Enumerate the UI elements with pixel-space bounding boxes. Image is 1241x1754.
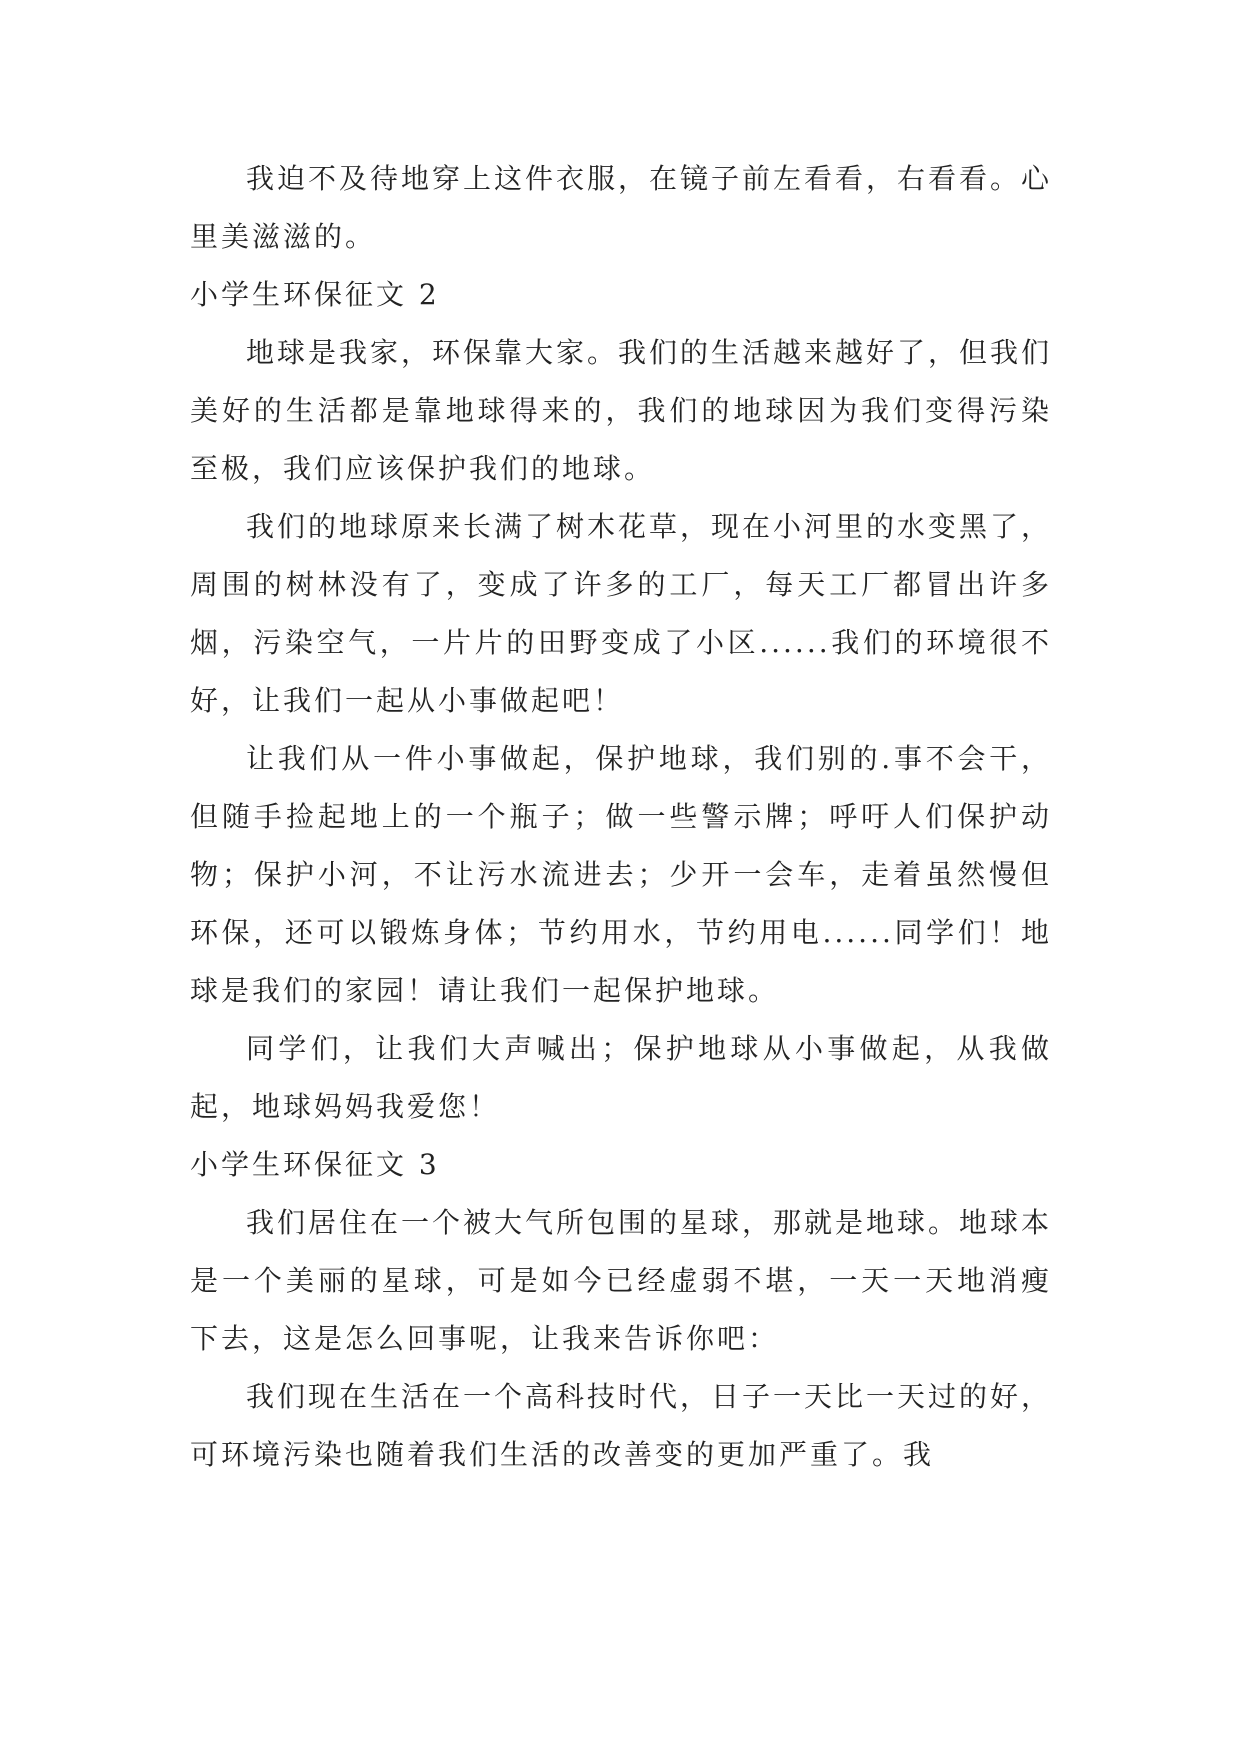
paragraph: 我迫不及待地穿上这件衣服，在镜子前左看看，右看看。心里美滋滋的。 <box>190 162 1053 253</box>
paragraph: 让我们从一件小事做起，保护地球，我们别的.事不会干，但随手捡起地上的一个瓶子；做一些警示牌；呼吁人们保护动物；保护小河，不让污水流进去；少开一会车，走着虽然慢但环保，还可以锻炼身体；节约用水，节约用电......同学们！地球是我们的家园！请让我们一起保护地球。 <box>190 742 1052 1007</box>
paragraph: 我们的地球原来长满了树木花草，现在小河里的水变黑了，周围的树林没有了，变成了许多的工厂，每天工厂都冒出许多烟，污染空气，一片片的田野变成了小区......我们的环境很不好，让我们一起从小事做起吧！ <box>190 510 1053 717</box>
section-heading: 小学生环保征文 2 <box>190 278 440 311</box>
paragraph: 我们现在生活在一个高科技时代，日子一天比一天过的好，可环境污染也随着我们生活的改善变的更加严重了。我 <box>190 1380 1053 1471</box>
document-page <box>190 150 1052 1484</box>
paragraph: 同学们，让我们大声喊出；保护地球从小事做起，从我做起，地球妈妈我爱您！ <box>190 1032 1052 1123</box>
section-heading: 小学生环保征文 3 <box>190 1148 440 1181</box>
paragraph: 我们居住在一个被大气所包围的星球，那就是地球。地球本是一个美丽的星球，可是如今已经虚弱不堪，一天一天地消瘦下去，这是怎么回事呢，让我来告诉你吧： <box>190 1206 1053 1355</box>
paragraph: 地球是我家，环保靠大家。我们的生活越来越好了，但我们美好的生活都是靠地球得来的，我们的地球因为我们变得污染至极，我们应该保护我们的地球。 <box>190 336 1053 485</box>
